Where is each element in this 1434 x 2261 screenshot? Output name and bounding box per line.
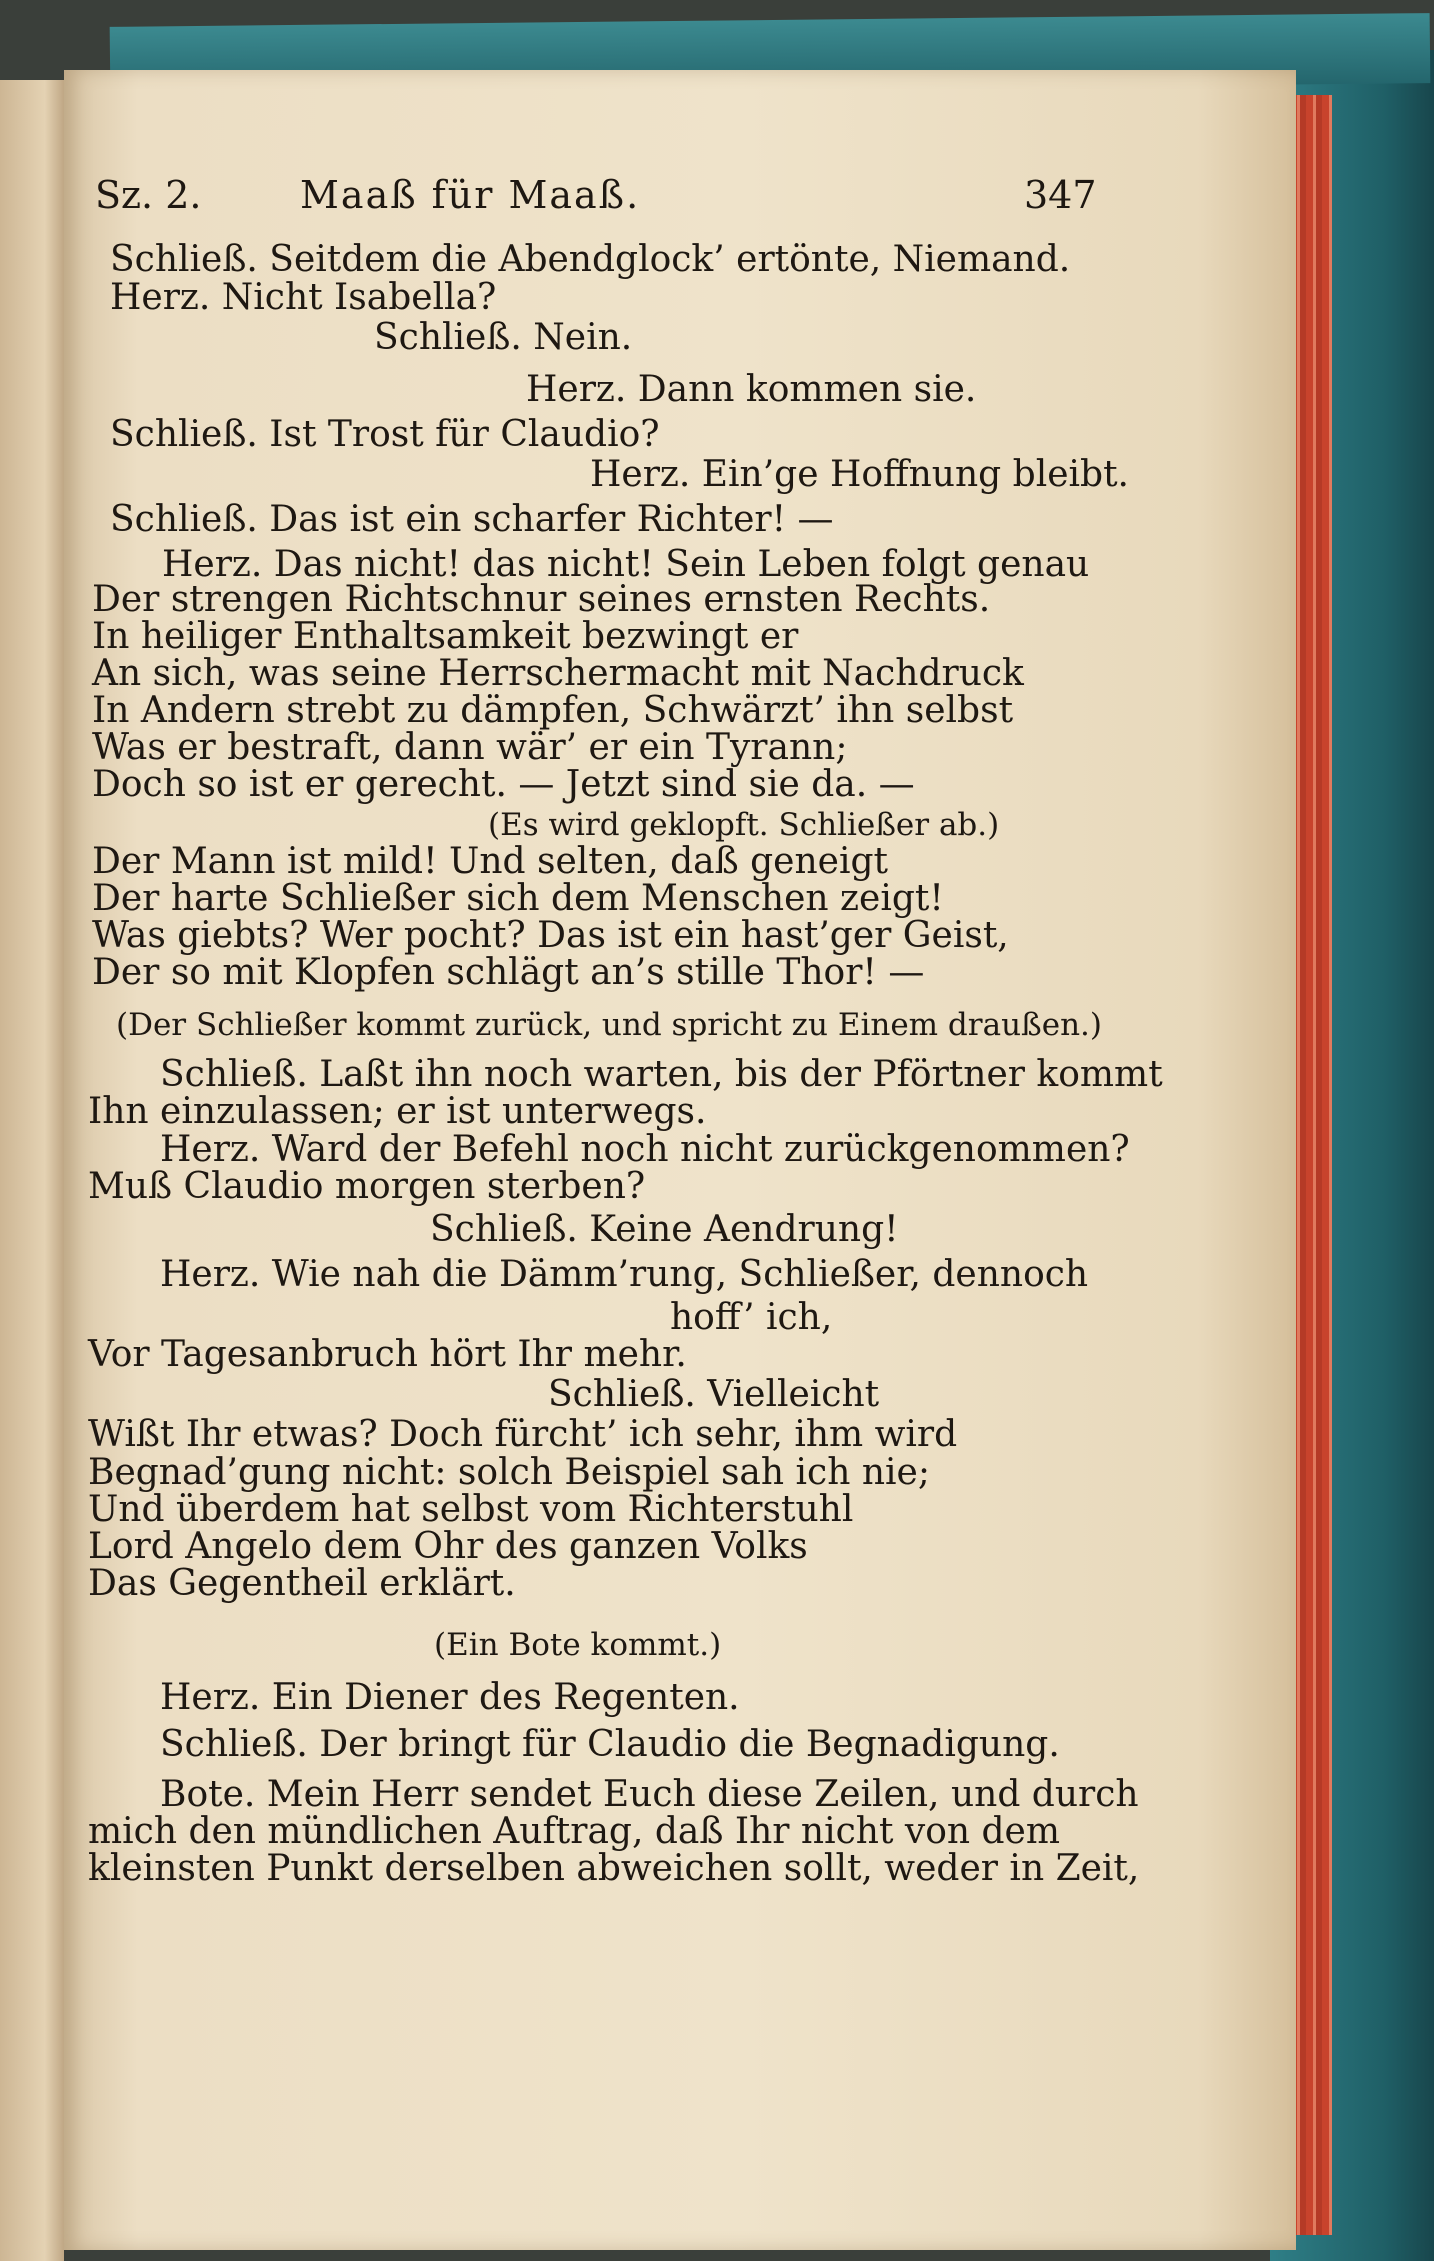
- text-line: Der strengen Richtschnur seines ernsten Rechts.: [92, 579, 991, 620]
- text-line: An sich, was seine Herrschermacht mit Nachdruck: [92, 653, 1024, 694]
- text-line: In heiliger Enthaltsamkeit bezwingt er: [92, 616, 799, 657]
- text-line: hoff’ ich,: [670, 1297, 833, 1338]
- stage-direction: (Ein Bote kommt.): [434, 1627, 722, 1663]
- text-line: Herz. Dann kommen sie.: [526, 369, 977, 410]
- running-title: Maaß für Maaß.: [300, 173, 641, 217]
- page-number: 347: [1024, 173, 1097, 217]
- text-line: Herz. Wie nah die Dämm’rung, Schließer, dennoch: [160, 1254, 1089, 1295]
- book-page: [64, 70, 1296, 2250]
- text-line: Herz. Nicht Isabella?: [110, 277, 497, 318]
- text-line: Herz. Ein’ge Hoffnung bleibt.: [590, 454, 1129, 495]
- text-line: Das Gegentheil erklärt.: [88, 1563, 516, 1604]
- text-line: Begnad’gung nicht: solch Beispiel sah ich nie;: [88, 1452, 930, 1493]
- text-line: Muß Claudio morgen sterben?: [88, 1166, 646, 1207]
- scene-label: Sz. 2.: [95, 173, 202, 217]
- text-line: Was er bestraft, dann wär’ er ein Tyrann;: [92, 727, 848, 768]
- text-line: Der Mann ist mild! Und selten, daß geneigt: [92, 841, 888, 882]
- text-line: Schließ. Das ist ein scharfer Richter! —: [110, 499, 834, 540]
- text-line: Schließ. Keine Aendrung!: [430, 1209, 899, 1250]
- facing-page-edge: [0, 80, 64, 2261]
- text-line: Ihn einzulassen; er ist unterwegs.: [88, 1091, 707, 1132]
- text-line: Was giebts? Wer pocht? Das ist ein hast’ger Geist,: [92, 915, 1009, 956]
- text-line: mich den mündlichen Auftrag, daß Ihr nicht von dem: [88, 1811, 1060, 1852]
- text-line: Lord Angelo dem Ohr des ganzen Volks: [88, 1526, 808, 1567]
- text-line: Herz. Ein Diener des Regenten.: [160, 1677, 740, 1718]
- page-edges: [1290, 95, 1332, 2235]
- text-line: Schließ. Ist Trost für Claudio?: [110, 414, 660, 455]
- text-line: Herz. Das nicht! das nicht! Sein Leben folgt genau: [162, 544, 1090, 585]
- text-line: Schließ. Nein.: [374, 317, 633, 358]
- text-line: Der so mit Klopfen schlägt an’s stille Thor! —: [92, 952, 925, 993]
- text-line: Bote. Mein Herr sendet Euch diese Zeilen, und durch: [160, 1774, 1139, 1815]
- text-line: Schließ. Vielleicht: [548, 1374, 880, 1415]
- text-line: Schließ. Seitdem die Abendglock’ ertönte, Niemand.: [110, 239, 1071, 280]
- text-line: Schließ. Der bringt für Claudio die Begnadigung.: [160, 1724, 1060, 1765]
- text-line: Herz. Ward der Befehl noch nicht zurückgenommen?: [160, 1129, 1130, 1170]
- stage-direction: (Es wird geklopft. Schließer ab.): [488, 807, 1000, 843]
- text-line: Und überdem hat selbst vom Richterstuhl: [88, 1489, 854, 1530]
- text-line: Vor Tagesanbruch hört Ihr mehr.: [88, 1334, 687, 1375]
- text-line: kleinsten Punkt derselben abweichen sollt, weder in Zeit,: [88, 1848, 1140, 1889]
- text-line: Schließ. Laßt ihn noch warten, bis der Pförtner kommt: [160, 1054, 1163, 1095]
- text-line: In Andern strebt zu dämpfen, Schwärzt’ ihn selbst: [92, 690, 1014, 731]
- text-line: Wißt Ihr etwas? Doch fürcht’ ich sehr, ihm wird: [88, 1414, 958, 1455]
- text-line: Der harte Schließer sich dem Menschen zeigt!: [92, 878, 944, 919]
- text-line: Doch so ist er gerecht. — Jetzt sind sie da. —: [92, 764, 915, 805]
- stage-direction: (Der Schließer kommt zurück, und spricht zu Einem draußen.): [116, 1007, 1103, 1043]
